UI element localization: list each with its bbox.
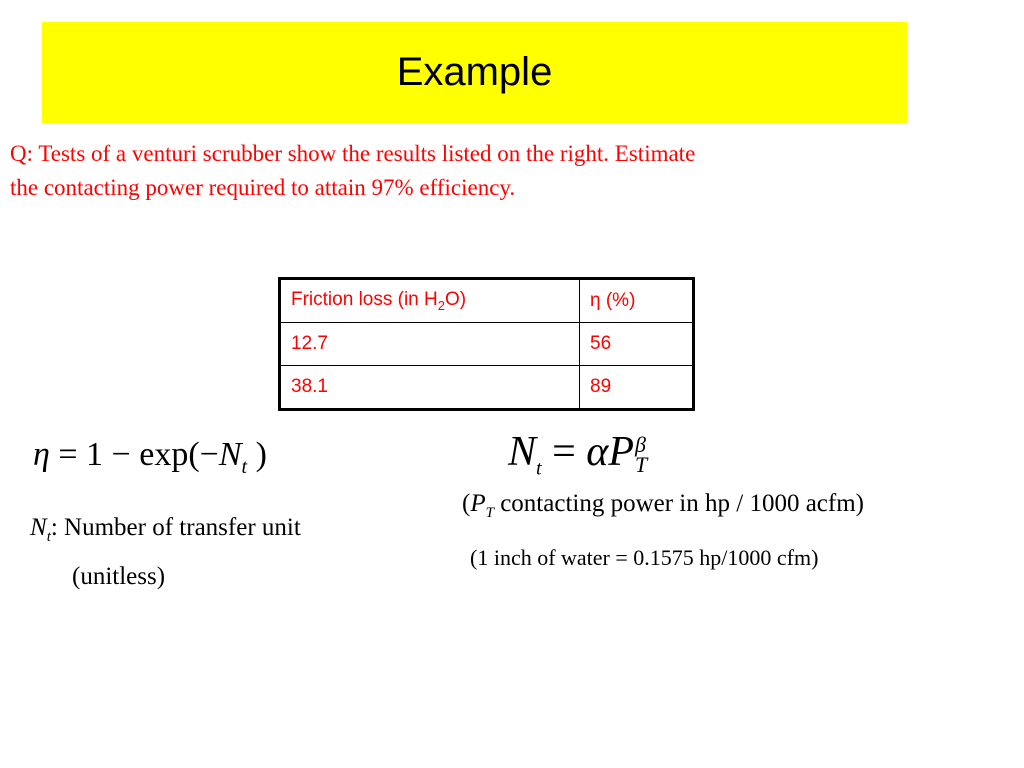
table-cell: 38.1 xyxy=(280,366,580,410)
pt-definition: ($P_T$ contacting power in hp / 1000 acfm) xyxy=(462,490,864,521)
transfer-unit-equation: $N_t = \alpha P$ β T xyxy=(508,429,648,480)
table-cell: 12.7 xyxy=(280,323,580,366)
power-exponent: β xyxy=(634,432,646,458)
question-line-1: Q: Tests of a venturi scrubber show the results listed on the right. Estimate xyxy=(10,141,696,166)
table-cell: 89 xyxy=(580,366,694,410)
question-line-2: the contacting power required to attain 97% efficiency. xyxy=(10,175,516,200)
table-row xyxy=(280,323,694,366)
table-cell: 56 xyxy=(580,323,694,366)
efficiency-equation: $\eta = 1 - \exp(-N_t$ ) xyxy=(33,436,267,478)
header-friction-loss: Friction loss (in $H_2O$) xyxy=(280,279,580,323)
question-text xyxy=(10,137,970,205)
power-subscript: T xyxy=(634,452,648,478)
slide-title: Example xyxy=(396,50,553,94)
results-table xyxy=(278,277,695,411)
nt-definition: $N_t$: Number of transfer unit (unitless) xyxy=(30,514,301,590)
header-efficiency: η (%) xyxy=(580,279,694,323)
water-conversion-note: (1 inch of water = 0.1575 hp/1000 cfm) xyxy=(470,545,819,570)
table-row xyxy=(280,366,694,410)
title-banner xyxy=(42,22,907,123)
table-header-row xyxy=(280,279,694,323)
